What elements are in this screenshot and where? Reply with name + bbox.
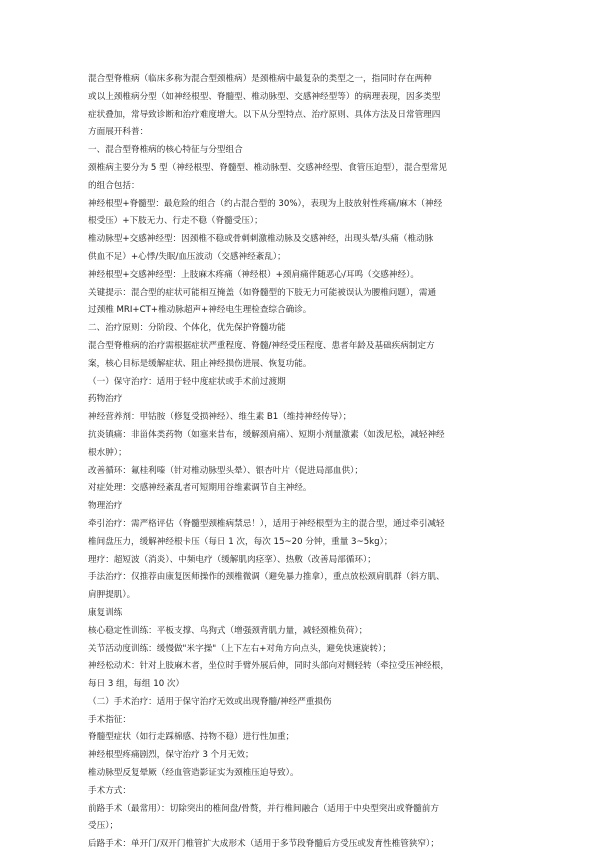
text-line: 对症处理：交感神经紊乱者可短期用谷维素调节自主神经。: [88, 483, 312, 494]
text-line: 神经根型+交感神经型：上肢麻木疼痛（神经根）+颈肩痛伴随恶心/耳鸣（交感神经）。: [88, 269, 419, 280]
text-line: 后路手术：单开门/双开门椎管扩大成形术（适用于多节段脊髓后方受压或发育性椎管狭窄）；: [88, 839, 439, 850]
text-line: 受压）；: [88, 821, 119, 832]
text-line: 案，核心目标是缓解症状、阻止神经损伤进展、恢复功能。: [88, 358, 312, 369]
text-line: 椎间盘压力，缓解神经根卡压（每日 1 次，每次 15~20 分钟，重量 3~5kg）；: [88, 536, 393, 547]
document-body: [88, 71, 512, 854]
text-line: 椎动脉型+交感神经型：因颈椎不稳或骨刺刺激椎动脉及交感神经，出现头晕/头痛（椎动脉: [88, 234, 434, 245]
text-line: 一、混合型脊椎病的核心特征与分型组合: [88, 145, 243, 156]
text-line: 手法治疗：仅推荐由康复医师操作的颈椎微调（避免暴力推拿），重点放松颈肩肌群（斜方肌、: [88, 572, 445, 583]
text-line: 的组合包括：: [88, 180, 140, 191]
text-line: （二）手术治疗：适用于保守治疗无效或出现脊髓/神经严重损伤: [88, 696, 332, 707]
text-line: 药物治疗: [88, 394, 123, 405]
text-line: 前路手术（最常用）：切除突出的椎间盘/骨赘，并行椎间融合（适用于中央型突出或脊髓前方: [88, 803, 439, 814]
text-line: 脊髓型症状（如行走踩棉感、持物不稳）进行性加重；: [88, 732, 295, 743]
text-line: 手术指征：: [88, 714, 131, 725]
text-line: 或以上颈椎病分型（如神经根型、脊髓型、椎动脉型、交感神经型等）的病理表现，因多类型: [88, 91, 441, 102]
text-line: 供血不足）+心悸/失眠/血压波动（交感神经紊乱）；: [88, 251, 286, 262]
text-line: 神经根型疼痛剧烈，保守治疗 3 个月无效；: [88, 750, 254, 761]
text-line: 根受压）+下肢无力、行走不稳（脊髓受压）；: [88, 216, 263, 227]
text-line: 肩胛提肌）。: [88, 590, 136, 601]
text-line: 神经松动术：针对上肢麻木者，坐位时手臂外展后伸，同时头部向对侧轻转（牵拉受压神经根，: [88, 661, 449, 672]
text-line: 抗炎镇痛：非甾体类药物（如塞来昔布，缓解颈肩痛）、短期小剂量激素（如泼尼松，减轻神经: [88, 429, 445, 440]
text-line: 康复训练: [88, 607, 123, 618]
text-line: 改善循环：氟桂利嗪（针对椎动脉型头晕）、银杏叶片（促进局部血供）；: [88, 465, 363, 476]
text-line: 手术方式：: [88, 785, 131, 796]
text-line: 核心稳定性训练：平板支撑、鸟狗式（增强颈背肌力量，减轻颈椎负荷）；: [88, 625, 368, 636]
text-line: 过颈椎 MRI+CT+椎动脉超声+神经电生理检查综合确诊。: [88, 305, 312, 316]
text-line: 根水肿）；: [88, 447, 127, 458]
text-line: （一）保守治疗：适用于轻中度症状或手术前过渡期: [88, 376, 286, 387]
text-line: 椎动脉型反复晕厥（经血管造影证实为颈椎压迫导致）。: [88, 768, 299, 779]
text-line: 混合型脊椎病（临床多称为混合型颈椎病）是颈椎病中最复杂的类型之一，指同时存在两种: [88, 74, 432, 84]
text-line: 每日 3 组，每组 10 次）: [88, 679, 185, 690]
text-line: 方面展开科普：: [88, 127, 149, 138]
text-line: 症状叠加，常导致诊断和治疗难度增大。以下从分型特点、治疗原则、具体方法及日常管理四: [88, 109, 441, 120]
text-line: 牵引治疗：需严格评估（脊髓型颈椎病禁忌！），适用于神经根型为主的混合型，通过牵引减轻: [88, 518, 445, 529]
text-line: 关键提示：混合型的症状可能相互掩盖（如脊髓型的下肢无力可能被误认为腰椎问题），需通: [88, 287, 437, 298]
text-line: 物理治疗: [88, 501, 123, 512]
text-line: 混合型脊椎病的治疗需根据症状严重程度、脊髓/神经受压程度、患者年龄及基础疾病制定方: [88, 340, 435, 351]
text-line: 关节活动度训练：缓慢做"米字操"（上下左右+对角方向点头，避免快速旋转）；: [88, 643, 391, 654]
text-line: 颈椎病主要分为 5 型（神经根型、脊髓型、椎动脉型、交感神经型、食管压迫型），混合型常见: [88, 162, 447, 173]
text-line: 理疗：超短波（消炎）、中频电疗（缓解肌肉痉挛）、热敷（改善局部循环）；: [88, 554, 376, 565]
text-line: 神经根型+脊髓型：最危险的组合（约占混合型的 30%），表现为上肢放射性疼痛/麻木（神经: [88, 198, 443, 209]
text-line: 二、治疗原则：分阶段、个体化，优先保护脊髓功能: [88, 323, 286, 334]
text-line: 神经营养剂：甲钴胺（修复受损神经）、维生素 B1（维持神经传导）；: [88, 412, 352, 423]
